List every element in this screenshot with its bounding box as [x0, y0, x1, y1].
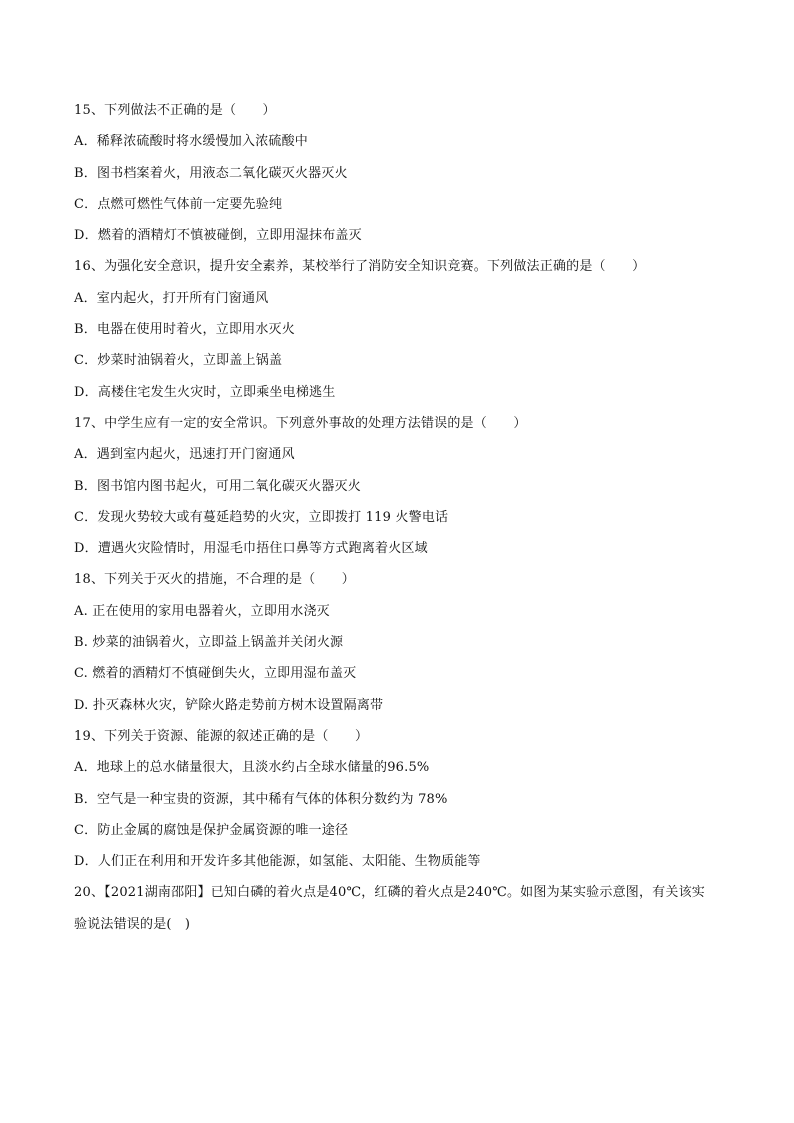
question-18-option-a: A. 正在使用的家用电器着火，立即用水浇灭: [74, 603, 330, 619]
question-15-option-d: D．燃着的酒精灯不慎被碰倒，立即用湿抹布盖灭: [74, 228, 362, 244]
question-17-option-b: B．图书馆内图书起火，可用二氧化碳灭火器灭火: [74, 478, 361, 494]
question-19-option-d: D．人们正在利用和开发许多其他能源，如氢能、太阳能、生物质能等: [74, 854, 481, 870]
question-17-option-a: A．遇到室内起火，迅速打开门窗通风: [74, 447, 295, 463]
question-17-stem: 17、中学生应有一定的安全常识。下列意外事故的处理方法错误的是（ ）: [74, 415, 527, 431]
question-19-stem: 19、下列关于资源、能源的叙述正确的是（ ）: [74, 728, 369, 744]
question-19-option-b: B．空气是一种宝贵的资源，其中稀有气体的体积分数约为 78%: [74, 791, 448, 807]
question-sheet: [74, 98, 734, 943]
question-15-option-a: A．稀释浓硫酸时将水缓慢加入浓硫酸中: [74, 134, 308, 150]
question-17-option-d: D．遭遇火灾险情时，用湿毛巾捂住口鼻等方式跑离着火区域: [74, 541, 428, 557]
question-19-option-c: C．防止金属的腐蚀是保护金属资源的唯一途径: [74, 822, 349, 838]
question-16-option-d: D．高楼住宅发生火灾时，立即乘坐电梯逃生: [74, 384, 336, 400]
question-20-stem-continued: 验说法错误的是( ): [74, 916, 191, 932]
question-18-option-b: B. 炒菜的油锅着火，立即益上锅盖并关闭火源: [74, 635, 344, 651]
question-16-option-c: C．炒菜时油锅着火，立即盖上锅盖: [74, 353, 283, 369]
question-16-option-b: B．电器在使用时着火，立即用水灭火: [74, 322, 295, 338]
question-18-option-c: C. 燃着的酒精灯不慎碰倒失火，立即用湿布盖灭: [74, 666, 357, 682]
question-17-option-c: C．发现火势较大或有蔓延趋势的火灾，立即拨打 119 火警电话: [74, 509, 449, 525]
question-16-option-a: A．室内起火，打开所有门窗通风: [74, 290, 269, 306]
question-19-option-a: A．地球上的总水储量很大，且淡水约占全球水储量的96.5%: [74, 760, 430, 776]
question-15-stem: 15、下列做法不正确的是（ ）: [74, 103, 276, 118]
question-18-option-d: D. 扑灭森林火灾，铲除火路走势前方树木设置隔离带: [74, 697, 384, 713]
question-15-option-c: C．点燃可燃性气体前一定要先验纯: [74, 196, 283, 212]
question-18-stem: 18、下列关于灭火的措施，不合理的是（ ）: [74, 572, 355, 588]
question-16-stem: 16、为强化安全意识，提升安全素养，某校举行了消防安全知识竞赛。下列做法正确的是（ ）: [74, 259, 646, 275]
question-15-option-b: B．图书档案着火，用液态二氧化碳灭火器灭火: [74, 165, 348, 181]
question-20-stem: 20、【2021湖南邵阳】已知白磷的着火点是40℃，红磷的着火点是240℃。如图为某实验示意图，有关该实: [74, 885, 705, 901]
